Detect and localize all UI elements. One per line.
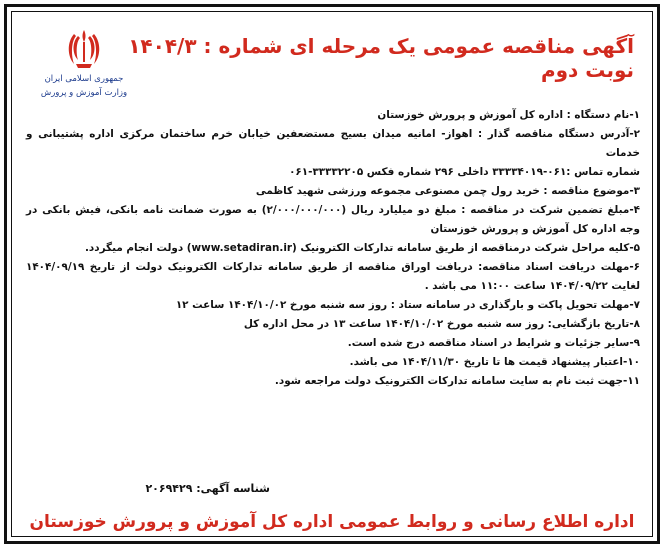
item-8: ۸-تاریخ بازگشایی: روز سه شنبه مورخ ۱۴۰۴/۱۰/۰۲ ساعت ۱۳ در محل اداره کل [243,318,640,330]
item-4: ۴-مبلغ تضمین شرکت در مناقصه : مبلغ دو میلیارد ریال (۲/۰۰۰/۰۰۰/۰۰۰) به صورت ضمانت نامه بانکی، فیش بانکی در وجه اداره کل آموزش و پرورش خوزستان [26,204,640,235]
notice-title: آگهی مناقصه عمومی یک مرحله ای شماره : ۱۴۰۴/۳ نوبت دوم [128,34,634,82]
item-2-phone: شماره تماس :۰۶۱-۳۳۳۳۴۰۱۹ داخلی ۲۹۶ شماره فکس ۳۳۳۳۲۲۰۵-۰۶۱ [289,166,640,178]
notice-body [26,106,640,391]
item-2: ۲-آدرس دستگاه مناقصه گذار : اهواز- امانیه میدان بسیج مستضعفین خیابان خرم ساختمان مرکزی اداره پشتیبانی و خدمات [26,128,640,159]
item-9: ۹-سایر جزئیات و شرایط در اسناد مناقصه درج شده است. [347,337,640,349]
emblem-text-country: جمهوری اسلامی ایران [44,74,124,84]
item-7: ۷-مهلت تحویل پاکت و بارگذاری در سامانه ستاد : روز سه شنبه مورخ ۱۴۰۴/۱۰/۰۲ ساعت ۱۲ [175,299,640,311]
ad-identifier: شناسه آگهی: ۲۰۶۹۴۲۹ [145,482,270,495]
issuer-footer: اداره اطلاع رسانی و روابط عمومی اداره کل آموزش و پرورش خوزستان [29,512,635,532]
item-1: ۱-نام دستگاه : اداره کل آموزش و پرورش خوزستان [377,109,640,121]
item-11: ۱۱-جهت ثبت نام به سایت سامانه تدارکات الکترونیک دولت مراجعه شود. [274,375,640,387]
item-6: ۶-مهلت دریافت اسناد مناقصه: دریافت اوراق مناقصه از طریق سامانه تدارکات الکترونیک دولت از تاریخ ۱۴۰۴/۰۹/۱۹ لغایت ۱۴۰۴/۰۹/۲۲ ساعت ۱۱:۰۰ می باشد . [26,261,640,292]
notice-header [12,12,652,98]
item-10: ۱۰-اعتبار پیشنهاد قیمت ها تا تاریخ ۱۴۰۴/۱۱/۳۰ می باشد. [349,356,640,368]
item-5: ۵-کلیه مراحل شرکت درمناقصه از طریق سامانه تدارکات الکترونیک (www.setadiran.ir) دولت انجام میگردد. [84,242,640,254]
iran-emblem-icon [68,28,100,72]
notice-frame [4,4,660,544]
emblem-text-ministry: وزارت آموزش و پرورش [40,88,128,98]
notice-inner-border [11,11,653,537]
item-3: ۳-موضوع مناقصه : خرید رول چمن مصنوعی مجموعه ورزشی شهید کاظمی [255,185,640,197]
